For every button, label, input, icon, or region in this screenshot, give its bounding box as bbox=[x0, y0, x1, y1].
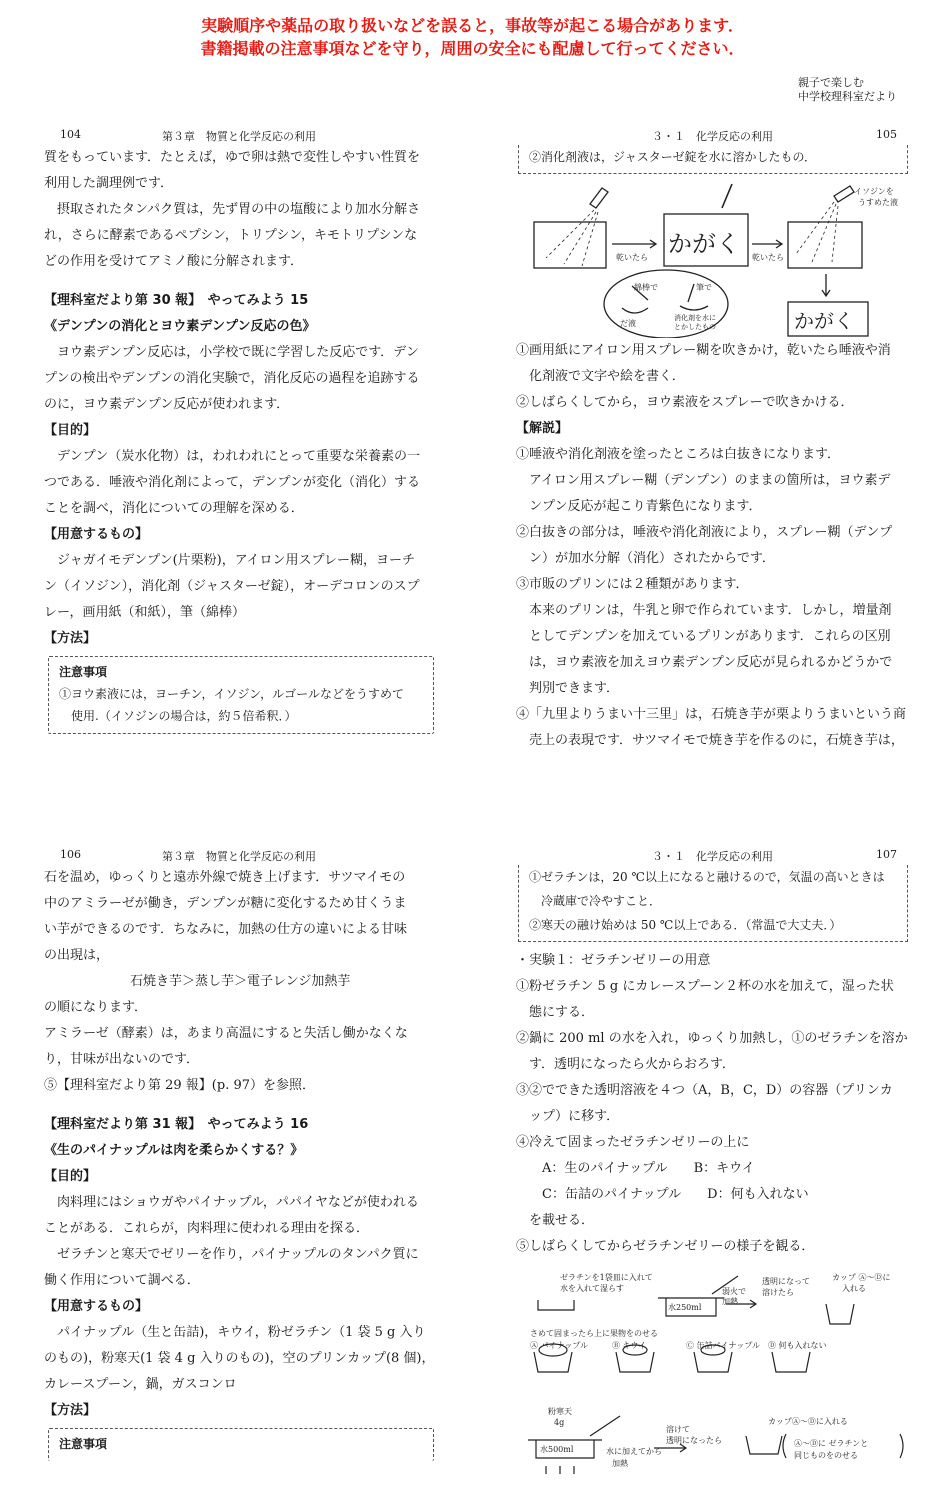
text-line: 石を温め，ゆっくりと遠赤外線で焼き上げます．サツマイモの bbox=[44, 870, 406, 885]
diagram-label: 消化剤を水に bbox=[674, 314, 716, 322]
diagram-label: 水を入れて湿らす bbox=[560, 1284, 624, 1293]
text-line: 摂取されたタンパク質は，先ず胃の中の塩酸により加水分解さ bbox=[44, 202, 421, 217]
text-line: レー，画用紙（和紙），筆（綿棒） bbox=[44, 605, 245, 620]
text-line: カレースプーン，鍋，ガスコンロ bbox=[44, 1377, 237, 1392]
text-line: ⑤【理科室だより第 29 報】(p. 97）を参照． bbox=[44, 1078, 316, 1093]
section-subtitle: 《デンプンの消化とヨウ素デンプン反応の色》 bbox=[44, 319, 316, 334]
step-line: A：生のパイナップル B：キウイ bbox=[516, 1161, 755, 1176]
text-line: 利用した調理例です． bbox=[44, 176, 173, 191]
diagram-label: Ⓐ パイナップル bbox=[530, 1341, 589, 1350]
text-line: アミラーゼ（酵素）は，あまり高温にすると失活し働かなくな bbox=[44, 1026, 408, 1041]
experiment-title: ・実験１：ゼラチンゼリーの用意 bbox=[516, 953, 711, 968]
page-body bbox=[516, 948, 916, 1260]
page-106 bbox=[44, 845, 444, 1461]
text-line: つである．唾液や消化剤によって，デンプンが変化（消化）する bbox=[44, 475, 420, 490]
text-line: のに，ヨウ素デンプン反応が使われます． bbox=[44, 397, 290, 412]
text-line: どの作用を受けてアミノ酸に分解されます． bbox=[44, 254, 303, 269]
page-105 bbox=[516, 125, 916, 754]
sweetness-order: 石焼き芋＞蒸し芋＞電子レンジ加熱芋 bbox=[130, 974, 351, 989]
text-line: 判別できます． bbox=[516, 681, 619, 696]
text-line: ①画用紙にアイロン用スプレー糊を吹きかけ，乾いたら唾液や消 bbox=[516, 343, 891, 358]
diagram-label: カップ Ⓐ〜Ⓓに bbox=[832, 1273, 891, 1282]
caution-title: 注意事項 bbox=[59, 665, 108, 679]
page-body bbox=[44, 865, 444, 1461]
text-line: 肉料理にはショウガやパイナップル，パパイヤなどが使われる bbox=[44, 1195, 419, 1210]
text-line: り，甘味が出ないのです． bbox=[44, 1052, 199, 1067]
page-header bbox=[44, 845, 444, 865]
text-line: ④「九里よりうまい十三里」は，石焼き芋が栗よりうまいという商 bbox=[516, 707, 907, 722]
diagram-label: Ⓒ 缶詰パイナップル bbox=[686, 1341, 761, 1350]
step-line: ップ）に移す． bbox=[516, 1109, 620, 1124]
page-body bbox=[44, 145, 444, 734]
purpose-heading: 【目的】 bbox=[44, 1169, 97, 1184]
text-line: い芋ができるのです．ちなみに，加熱の仕方の違いによる甘味 bbox=[44, 922, 407, 937]
materials-heading: 【用意するもの】 bbox=[44, 1299, 149, 1314]
diagram-word: かがく bbox=[668, 230, 740, 258]
diagram-label: 水500ml bbox=[540, 1445, 574, 1454]
section-title: 【理科室だより第 31 報】 やってみよう 16 bbox=[44, 1117, 309, 1132]
caution-box bbox=[48, 656, 434, 734]
text-line: デンプン（炭水化物）は，われわれにとって重要な栄養素の一 bbox=[44, 449, 420, 464]
page-header bbox=[516, 125, 916, 145]
text-line: ジャガイモデンプン(片栗粉)，アイロン用スプレー糊，ヨーチ bbox=[44, 553, 416, 568]
diagram-label: 溶けて bbox=[666, 1425, 690, 1434]
page-header bbox=[44, 125, 444, 145]
diagram-label: 水250ml bbox=[668, 1303, 702, 1312]
page-number: 105 bbox=[876, 128, 897, 141]
caution-title: 注意事項 bbox=[59, 1437, 108, 1451]
text-line: プンの検出やデンプンの消化実験で，消化反応の過程を追跡する bbox=[44, 371, 420, 386]
step-line: を載せる． bbox=[516, 1213, 595, 1228]
page-number: 107 bbox=[876, 848, 897, 861]
method-heading: 【方法】 bbox=[44, 631, 97, 646]
warning-line-2: 書籍掲載の注意事項などを守り，周囲の安全にも配慮して行ってください． bbox=[200, 39, 745, 58]
diagram-label: さめて固まったら上に果物をのせる bbox=[530, 1329, 658, 1338]
text-line: ン）が加水分解（消化）されたからです． bbox=[516, 551, 775, 566]
step-line: ③②でできた透明溶液を４つ（A，B，C，D）の容器（プリンカ bbox=[516, 1083, 893, 1098]
text-line: 質をもっています．たとえば，ゆで卵は熱で変性しやすい性質を bbox=[44, 150, 420, 165]
diagram-label: だ液 bbox=[620, 319, 636, 328]
diagram-label: 入れる bbox=[842, 1284, 866, 1293]
chapter-title: 第３章 物質と化学反応の利用 bbox=[162, 850, 316, 863]
section-title: 【理科室だより第 30 報】 やってみよう 15 bbox=[44, 293, 309, 308]
diagram-label: 同じものをのせる bbox=[794, 1451, 858, 1460]
diagram-label: 透明になって bbox=[762, 1277, 810, 1286]
diagram-label: 透明になったら bbox=[666, 1436, 722, 1445]
step-line: ①粉ゼラチン 5 g にカレースプーン２杯の水を加えて，湿った状 bbox=[516, 979, 894, 994]
diagram-label: 乾いたら bbox=[616, 253, 648, 262]
diagram-label: 加熱 bbox=[612, 1459, 628, 1468]
diagram-label: Ⓐ〜Ⓓに ゼラチンと bbox=[794, 1439, 869, 1448]
safety-warning bbox=[0, 14, 945, 60]
text-line: ンプン反応が起こり青紫色になります． bbox=[516, 499, 762, 514]
diagram-label: 筆で bbox=[696, 283, 712, 292]
diagram-word: かがく bbox=[794, 309, 854, 333]
diagram-label: イソジンを bbox=[854, 187, 894, 196]
caution-box bbox=[48, 1428, 434, 1461]
caution-line: ①ヨウ素液には，ヨーチン，イソジン，ルゴールなどをうすめて bbox=[59, 687, 404, 701]
chapter-title: 第３章 物質と化学反応の利用 bbox=[162, 130, 316, 143]
warning-line-1: 実験順序や薬品の取り扱いなどを誤ると，事故等が起こる場合があります． bbox=[201, 16, 744, 35]
step-line: す．透明になったら火からおろす． bbox=[516, 1057, 735, 1072]
diagram-label: 水に加えてから bbox=[606, 1447, 662, 1456]
step-line: ⑤しばらくしてからゼラチンゼリーの様子を観る． bbox=[516, 1239, 815, 1254]
text-line: 売上の表現です．サツマイモで焼き芋を作るのに，石焼き芋は， bbox=[516, 733, 904, 748]
explain-heading: 【解説】 bbox=[516, 421, 569, 436]
text-line: ヨウ素デンプン反応は，小学校で既に学習した反応です．デン bbox=[44, 345, 419, 360]
step-line: ②鍋に 200 ml の水を入れ，ゆっくり加熱し，①のゼラチンを溶か bbox=[516, 1031, 908, 1046]
page-107 bbox=[516, 845, 916, 1480]
purpose-heading: 【目的】 bbox=[44, 423, 97, 438]
diagram-label: カップⒶ〜Ⓓに入れる bbox=[768, 1417, 848, 1426]
step-line: ④冷えて固まったゼラチンゼリーの上に bbox=[516, 1135, 750, 1150]
text-line: れ，さらに酵素であるペプシン，トリプシン，キモトリプシンな bbox=[44, 228, 418, 243]
text-line: 化剤液で文字や絵を書く． bbox=[516, 369, 685, 384]
diagram-label: ゼラチンを1袋皿に入れて bbox=[560, 1273, 653, 1282]
starch-art-illustration bbox=[516, 178, 916, 338]
page-body bbox=[516, 338, 916, 754]
diagram-label: 綿棒で bbox=[634, 283, 658, 292]
text-line: ン（イソジン），消化剤（ジャスターゼ錠），オーデコロンのスプ bbox=[44, 579, 420, 594]
gelatin-procedure-illustration bbox=[516, 1264, 916, 1480]
diagram-label: うすめた液 bbox=[858, 198, 898, 207]
text-line: としてデンプンを加えているプリンがあります．これらの区別 bbox=[516, 629, 891, 644]
text-line: ③市販のプリンには２種類があります． bbox=[516, 577, 749, 592]
text-line: ②白抜きの部分は，唾液や消化剤液により，スプレー糊（デンプ bbox=[516, 525, 893, 540]
chapter-title: ３・１ 化学反応の利用 bbox=[652, 850, 773, 863]
diagram-label: 弱火で bbox=[722, 1287, 746, 1296]
caution-box-continued bbox=[518, 145, 908, 174]
diagram-label: 溶けたら bbox=[762, 1288, 794, 1297]
page-header bbox=[516, 845, 916, 865]
text-line: 働く作用について調べる． bbox=[44, 1273, 200, 1288]
text-line: 本来のプリンは，牛乳と卵で作られています．しかし，増量剤 bbox=[516, 603, 892, 618]
series-brand bbox=[798, 76, 897, 104]
diagram-label: 4g bbox=[554, 1418, 565, 1427]
diagram-label: 粉寒天 bbox=[548, 1407, 572, 1416]
chapter-title: ３・１ 化学反応の利用 bbox=[652, 130, 773, 143]
caution-box-continued bbox=[518, 865, 908, 942]
page-number: 104 bbox=[60, 128, 81, 141]
text-line: ことがある．これらが，肉料理に使われる理由を探る． bbox=[44, 1221, 370, 1236]
text-line: パイナップル（生と缶詰)，キウイ，粉ゼラチン（1 袋 5 g 入り bbox=[44, 1325, 426, 1340]
text-line: の出現は， bbox=[44, 948, 110, 963]
caution-line: 使用.（イソジンの場合は，約５倍希釈．） bbox=[59, 709, 297, 723]
text-line: の順になります． bbox=[44, 1000, 147, 1015]
brand-line-2: 中学校理科室だより bbox=[798, 90, 897, 103]
diagram-label: 乾いたら bbox=[752, 253, 784, 262]
text-line: アイロン用スプレー糊（デンプン）のままの箇所は，ヨウ素デ bbox=[516, 473, 891, 488]
caution-line: ②寒天の融け始めは 50 ℃以上である．（常温で大丈夫．） bbox=[529, 918, 842, 932]
diagram-label: とかしたもの bbox=[674, 323, 716, 331]
text-line: ①唾液や消化剤液を塗ったところは白抜きになります． bbox=[516, 447, 840, 462]
caution-line: 冷蔵庫で冷やすこと． bbox=[529, 894, 662, 908]
text-line: は，ヨウ素液を加えヨウ素デンプン反応が見られるかどうかで bbox=[516, 655, 893, 670]
caution-line: ①ゼラチンは，20 ℃以上になると融けるので，気温の高いときは bbox=[529, 870, 885, 884]
page-number: 106 bbox=[60, 848, 81, 861]
text-line: 中のアミラーゼが働き，デンプンが糖に変化するため甘くうま bbox=[44, 896, 407, 911]
step-line: C：缶詰のパイナップル D：何も入れない bbox=[516, 1187, 809, 1202]
materials-heading: 【用意するもの】 bbox=[44, 527, 149, 542]
text-line: ことを調べ，消化についての理解を深める． bbox=[44, 501, 304, 516]
caution-line: ②消化剤液は，ジャスターゼ錠を水に溶かしたもの． bbox=[529, 150, 817, 164]
text-line: のもの)，粉寒天(1 袋 4 g 入りのもの)，空のプリンカップ(8 個)， bbox=[44, 1351, 435, 1366]
text-line: ②しばらくしてから，ヨウ素液をスプレーで吹きかける． bbox=[516, 395, 854, 410]
diagram-label: 加熱 bbox=[722, 1297, 738, 1306]
text-line: ゼラチンと寒天でゼリーを作り，パイナップルのタンパク質に bbox=[44, 1247, 419, 1262]
page-104 bbox=[44, 125, 444, 734]
diagram-label: Ⓑ キウイ bbox=[612, 1341, 647, 1350]
brand-line-1: 親子で楽しむ bbox=[798, 76, 864, 89]
diagram-label: Ⓓ 何も入れない bbox=[768, 1341, 827, 1350]
step-line: 態にする． bbox=[516, 1005, 595, 1020]
section-subtitle: 《生のパイナップルは肉を柔らかくする？》 bbox=[44, 1143, 304, 1158]
method-heading: 【方法】 bbox=[44, 1403, 97, 1418]
